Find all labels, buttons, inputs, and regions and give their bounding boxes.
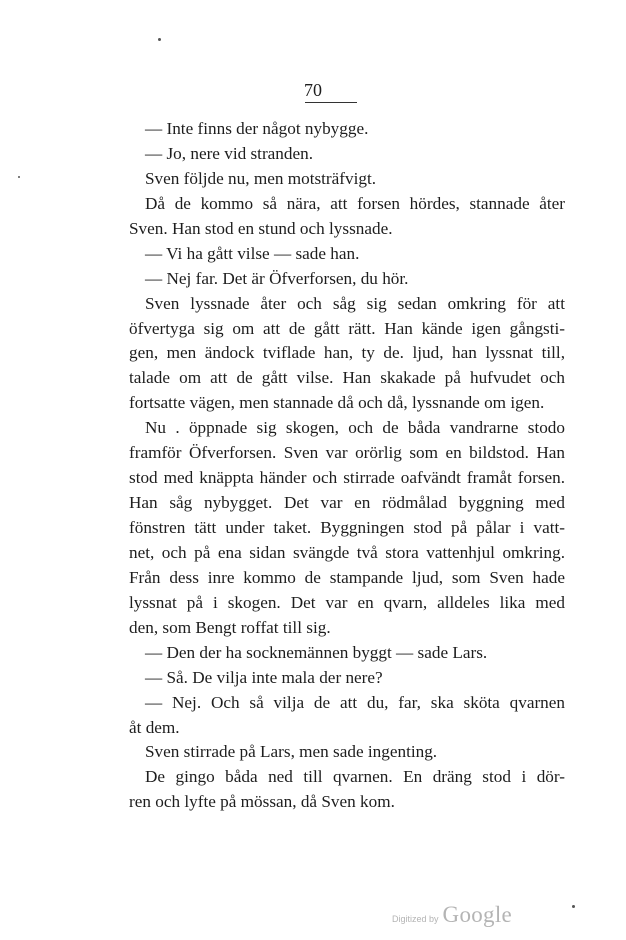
text-line: — Den der ha socknemännen byggt — sade Lars. <box>145 642 488 662</box>
text-line: De gingo båda ned till qvarnen. En dräng stod i dör- <box>145 767 565 787</box>
text-line: lyssnat på i skogen. Det var en qvarn, alldeles lika med <box>129 592 565 612</box>
text-line: — Inte finns der något nybygge. <box>145 119 369 138</box>
text-line: stod med knäppta händer och stirrade oafvändt framåt forsen. <box>129 468 565 488</box>
text-line: Sven stirrade på Lars, men sade ingenting. <box>145 742 438 762</box>
text-line: Sven följde nu, men motsträfvigt. <box>145 168 377 188</box>
text-line: den, som Bengt roffat till sig. <box>129 617 331 637</box>
body-text <box>129 117 565 815</box>
text-line: — Nej. Och så vilja de att du, far, ska sköta qvarnen <box>145 692 565 712</box>
text-line: Då de kommo så nära, att forsen hördes, stannade åter <box>145 193 565 213</box>
page-number-rule <box>305 102 357 103</box>
text-line: — Jo, nere vid stranden. <box>145 143 314 163</box>
text-line: gen, men ändock tviflade han, ty de. ljud, han lyssnat till, <box>129 343 565 363</box>
text-line: framför Öfverforsen. Sven var orörlig som en bildstod. Han <box>129 443 565 463</box>
text-line: Han såg nybygget. Det var en rödmålad byggning med <box>129 493 565 513</box>
page-number: 70 <box>304 80 322 100</box>
google-logo-text: Google <box>442 902 513 927</box>
text-line: — Nej far. Det är Öfverforsen, du hör. <box>145 268 409 288</box>
watermark-prefix: Digitized by <box>392 914 439 924</box>
text-line: — Vi ha gått vilse — sade han. <box>145 243 360 263</box>
dust-speck <box>572 905 575 908</box>
text-line: fönstren tätt under taket. Byggningen stod på pålar i vatt- <box>129 518 565 537</box>
text-line: talade om att de gått vilse. Han skakade på hufvudet och <box>129 368 565 388</box>
text-line: net, och på ena sidan svängde två stora vattenhjul omkring. <box>129 542 565 562</box>
text-line: — Så. De vilja inte mala der nere? <box>145 667 383 687</box>
text-line: Från dess inre kommo de stampande ljud, som Sven hade <box>129 567 565 587</box>
text-line: ren och lyfte på mössan, då Sven kom. <box>129 792 395 812</box>
text-line: Sven lyssnade åter och såg sig sedan omkring för att <box>145 293 565 313</box>
text-line: Nu . öppnade sig skogen, och de båda vandrarne stodo <box>145 418 565 438</box>
dust-speck <box>158 38 161 41</box>
text-line: öfvertyga sig om att de gått rätt. Han kände igen gångsti- <box>129 318 565 338</box>
text-line: fortsatte vägen, men stannade då och då, lyssnande om igen. <box>129 393 545 413</box>
digitized-watermark <box>392 902 512 928</box>
text-line: åt dem. <box>129 717 180 737</box>
text-line: Sven. Han stod en stund och lyssnade. <box>129 218 393 238</box>
dust-speck <box>18 176 20 178</box>
